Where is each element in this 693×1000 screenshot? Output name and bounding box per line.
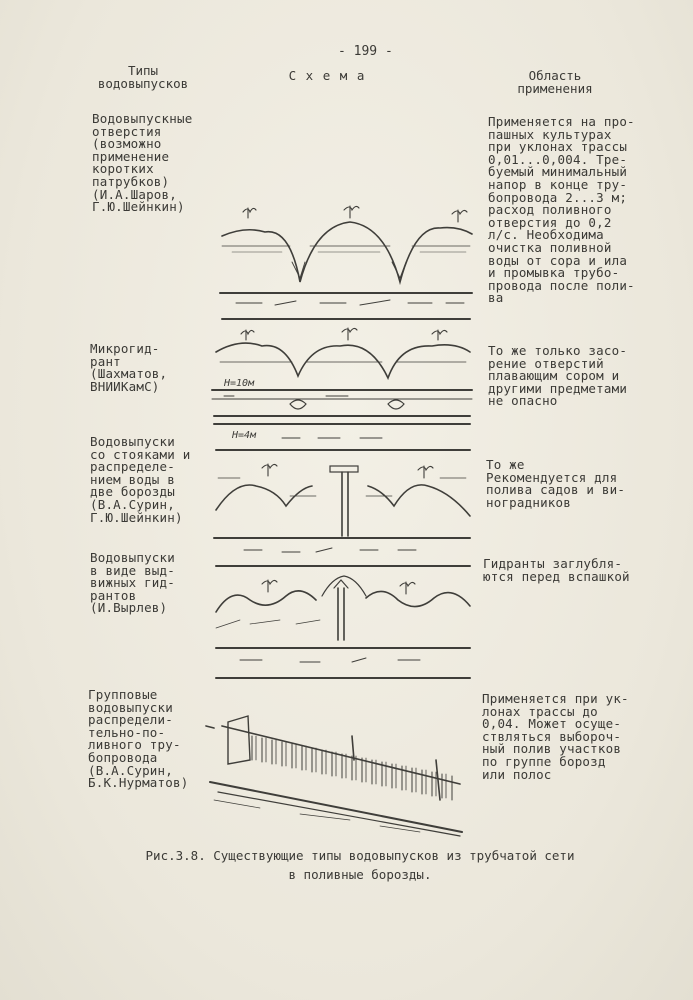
row5-application: Применяется при ук- лонах трассы до 0,04. Может осуще- ствляться выбороч- ный полив участков по группе борозд или полос <box>482 691 629 782</box>
row1-application: Применяется на про- пашных культурах при уклонах трассы 0,01...0,004. Тре- буемый минимальный напор в конце тру- бопровода 2...3 м; расход поливного отверстия до 0,2 л/с. Необходима очистка поливной воды от сора и ила и промывка трубо- провода после поли- ва <box>488 114 635 306</box>
scheme-3-risers <box>214 424 470 552</box>
scheme-2-microhydrant <box>212 328 472 416</box>
header-area: Область применения <box>517 68 593 96</box>
row5-type: Групповые водовыпуски распредели- тельно-по- ливного тру- бопровода (В.А.Сурин, Б.К.Нурматов) <box>88 687 189 791</box>
scheme-3-head-label: H=4м <box>232 430 257 441</box>
row3-application: То же Рекомендуется для полива садов и ви- ноградников <box>486 457 626 510</box>
figure-caption: Рис.3.8. Существующие типы водовыпусков из трубчатой сети в поливные борозды. <box>145 848 575 882</box>
row4-type: Водовыпуски в виде выд- вижных гид- рантов (И.Вырлев) <box>90 550 175 616</box>
row4-application: Гидранты заглубля- ются перед вспашкой <box>483 556 630 584</box>
row3-type: Водовыпуски со стояками и распределе- нием воды в две борозды (В.А.Сурин, Г.Ю.Шейнкин) <box>90 434 191 525</box>
header-scheme: С х е м а <box>288 68 366 83</box>
scheme-1-furrow-outlets <box>220 206 472 319</box>
scheme-4-hydrants <box>216 566 470 678</box>
scheme-5-group-outlets <box>206 716 462 836</box>
scheme-2-head-label: H=10м <box>224 378 255 389</box>
header-types: Типы водовыпусков <box>97 63 189 91</box>
row2-application: То же только засо- рение отверстий плавающим сором и другими предметами не опасно <box>488 343 628 409</box>
page-number: - 199 - <box>338 44 393 59</box>
row2-type: Микрогид- рант (Шахматов, ВНИИКамС) <box>90 341 168 394</box>
row1-type: Водовыпускные отверстия (возможно применение коротких патрубков) (И.А.Шаров, Г.Ю.Шейнкин) <box>92 111 193 215</box>
